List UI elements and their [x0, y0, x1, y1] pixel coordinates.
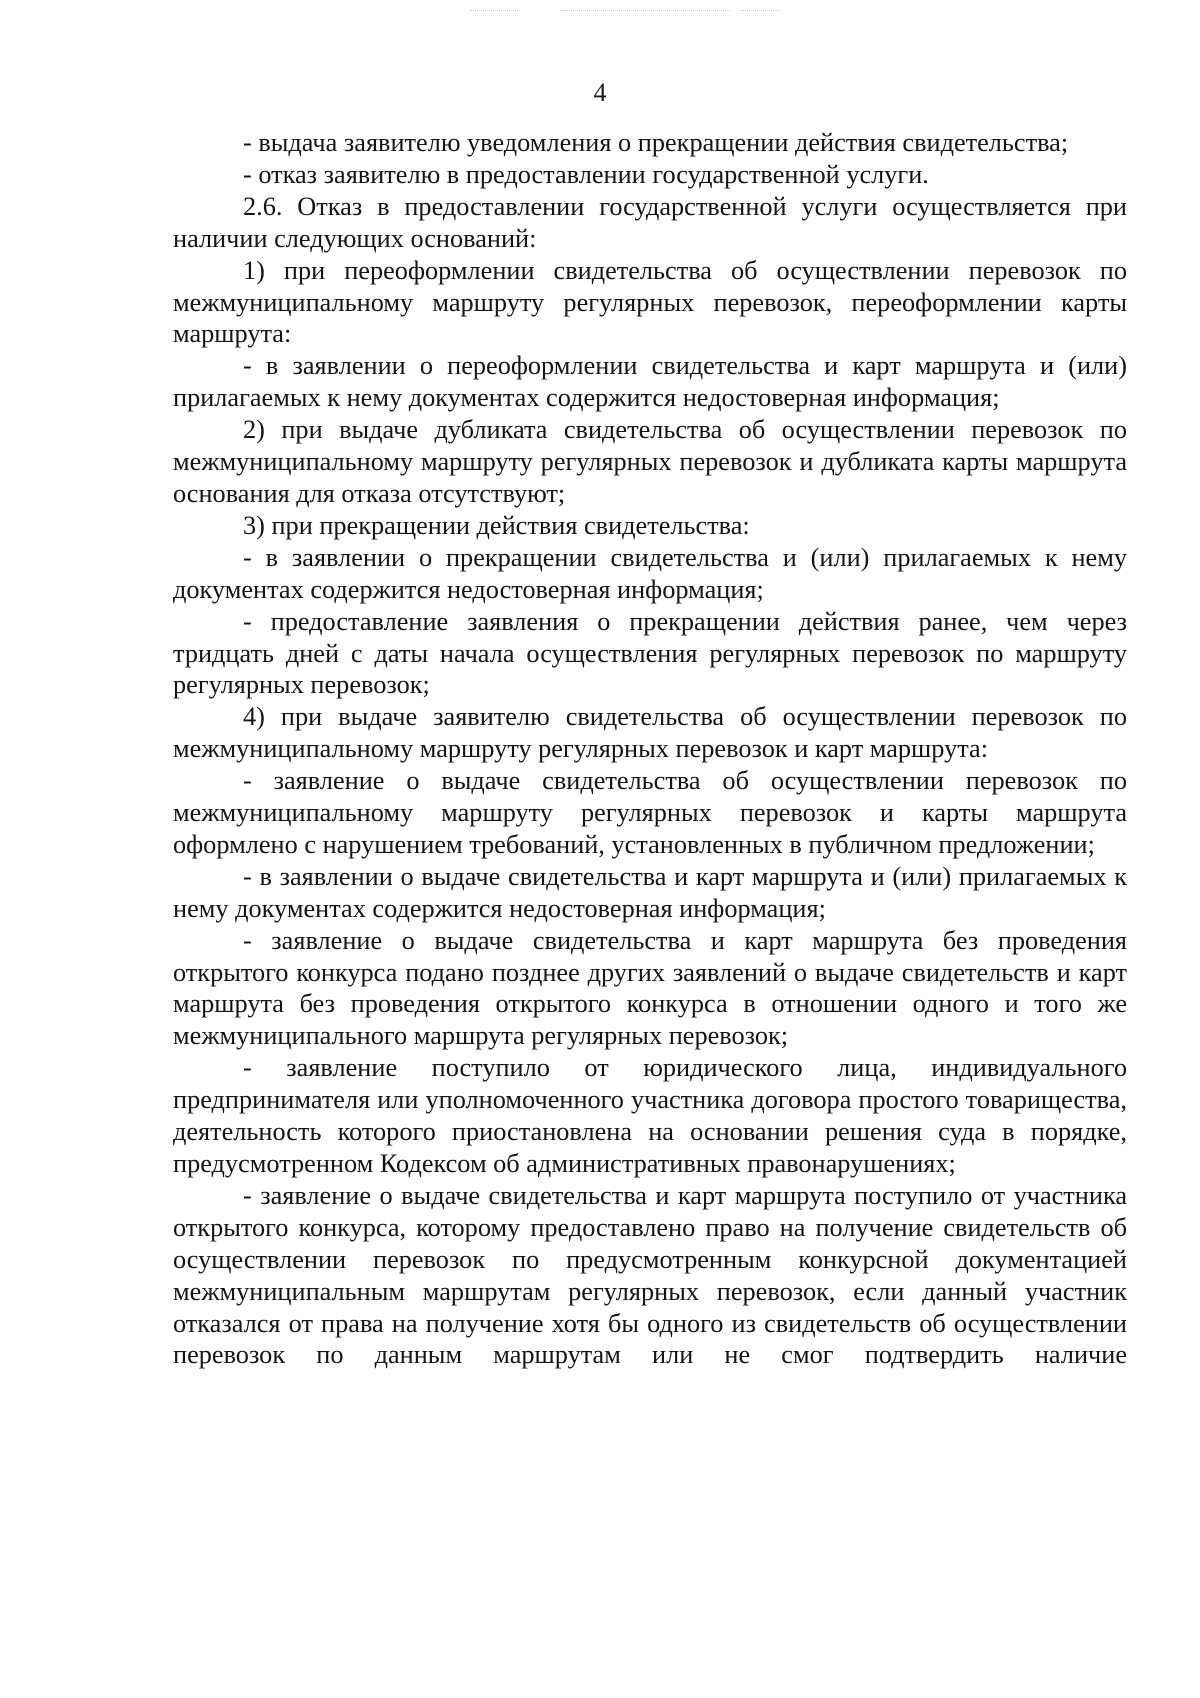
list-item-paragraph: 3) при прекращении действия свидетельства:: [243, 510, 750, 540]
paragraph: - заявление о выдаче свидетельства и карт маршрута без проведения открытого конкурса подано позднее других заявлений о выдаче свидетельств и карт маршрута без проведения открытого конкурса в отношении одного и того же межмуниципального маршрута регулярных перевозок;: [173, 925, 1127, 1051]
section-heading-paragraph: 2.6. Отказ в предоставлении государственной услуги осуществляется при наличии следующих оснований:: [173, 191, 1127, 253]
list-item-paragraph: 2) при выдаче дубликата свидетельства об осуществлении перевозок по межмуниципальному маршруту регулярных перевозок и дубликата карты маршрута основания для отказа отсутствуют;: [173, 415, 1127, 508]
paragraph-continued: - заявление о выдаче свидетельства и карт маршрута поступило от участника открытого конкурса, которому предоставлено право на получение свидетельств об осуществлении перевозок по предусмотренным конкурсной документацией межмуниципальным маршрутам регулярных перевозок, если данный участник отказался от права на получение хотя бы одного из свидетельств об осуществлении перевозок по данным маршрутам или не смог подтвердить наличие: [173, 1180, 1127, 1370]
paragraph: - заявление поступило от юридического лица, индивидуального предпринимателя или уполномоченного участника договора простого товарищества, деятельность которого приостановлена на основании решения суда в порядке, предусмотренном Кодексом об административных правонарушениях;: [173, 1053, 1127, 1178]
paragraph: - заявление о выдаче свидетельства об осуществлении перевозок по межмуниципальному маршруту регулярных перевозок и карты маршрута оформлено с нарушением требований, установленных в публичном предложении;: [173, 766, 1127, 859]
list-item-paragraph: 4) при выдаче заявителю свидетельства об осуществлении перевозок по межмуниципальному маршруту регулярных перевозок и карт маршрута:: [173, 702, 1127, 764]
paragraph: - в заявлении о прекращении свидетельства и (или) прилагаемых к нему документах содержится недостоверная информация;: [173, 542, 1127, 604]
paragraph: - в заявлении о выдаче свидетельства и карт маршрута и (или) прилагаемых к нему документах содержится недостоверная информация;: [173, 861, 1127, 923]
document-body: [173, 127, 1127, 1371]
scan-artifact: [560, 10, 730, 12]
paragraph: - предоставление заявления о прекращении действия ранее, чем через тридцать дней с даты начала осуществления регулярных перевозок по маршруту регулярных перевозок;: [173, 606, 1127, 700]
scan-artifact: [740, 10, 780, 12]
paragraph: - в заявлении о переоформлении свидетельства и карт маршрута и (или) прилагаемых к нему документах содержится недостоверная информация;: [173, 351, 1127, 413]
paragraph: - отказ заявителю в предоставлении государственной услуги.: [243, 159, 929, 189]
list-item-paragraph: 1) при переоформлении свидетельства об осуществлении перевозок по межмуниципальному маршруту регулярных перевозок, переоформлении карты маршрута:: [173, 255, 1127, 349]
scan-artifact: [470, 10, 520, 12]
page-number: 4: [593, 78, 607, 107]
paragraph: - выдача заявителю уведомления о прекращении действия свидетельства;: [243, 128, 1069, 157]
